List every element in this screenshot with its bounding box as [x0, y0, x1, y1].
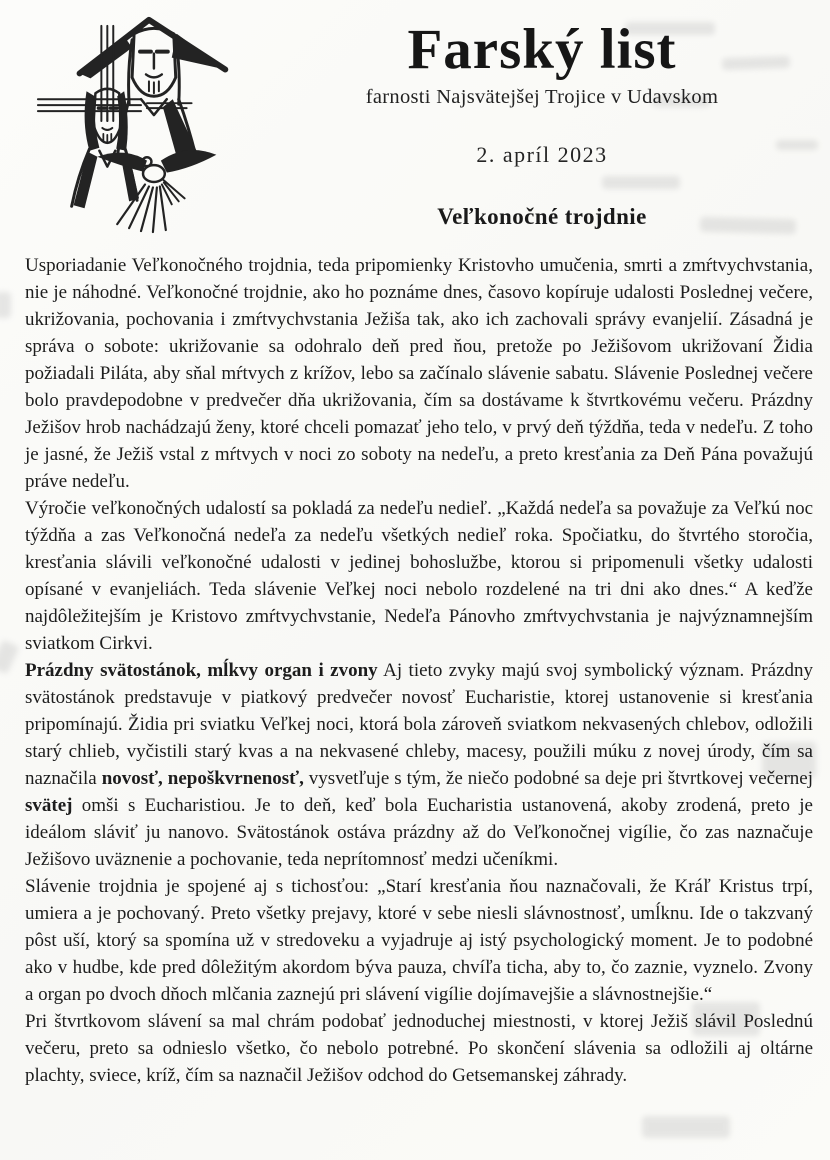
paragraph-segment: Slávenie trojdnia je spojené aj s tichosťou: „Starí kresťania ňou naznačovali, že Kráľ Kristus trpí, umiera a je pochovaný. Preto všetky prejavy, ktoré v sebe niesli slávnostnosť, umĺknu. Ide o takzvaný pôst uší, ktorý sa spomína už v stredoveku a vyjadruje aj istý psychologický moment. Je to podobné ako v hudbe, kde pred dôležitým akordom býva pauza, chvíľa ticha, aby to, čo zaznie, vyznelo. Zvony a organ po dvoch dňoch mlčania zaznejú pri slávení vigílie dojímavejšie a slávnostnejšie.“ [25, 876, 813, 1005]
issue-date: 2. apríl 2023 [476, 141, 608, 167]
paragraph [25, 873, 813, 1008]
newsletter-subtitle: farnosti Najsvätejšej Trojice v Udavskom [365, 85, 719, 108]
holy-trinity-logo [30, 10, 258, 238]
scan-artifact [642, 1116, 730, 1138]
scan-artifact [0, 640, 19, 675]
paragraph-segment: Aj tieto zvyky majú svoj symbolický význam. Prázdny svätostánok predstavuje v piatkový predvečer novosť Eucharistie, ktorej ustanovenie si kresťania pripomínajú. Židia pri sviatku Veľkej noci, ktorá bola zároveň sviatkom nekvasených chlebov, odložili starý chlieb, vyčistili starý kvas a na nekvasené chleby, macesy, použili múku z novej úrody, čím sa naznačila [25, 660, 813, 789]
paragraph-bold-segment: novosť, nepoškvrnenosť, [101, 768, 304, 789]
paragraph-segment: Výročie veľkonočných udalostí sa pokladá za nedeľu nedieľ. „Každá nedeľa sa považuje za Veľkú noc týždňa a zas Veľkonočná nedeľa za nedeľu všetkých nedieľ roka. Spočiatku, do štvrtého storočia, kresťania slávili veľkonočné udalosti v jedinej bohoslužbe, ktorou si pripomenuli všetky udalosti opísané v evanjeliách. Teda slávenie Veľkej noci nebolo rozdelené na tri dni ako dnes.“ A keďže najdôležitejším je Kristovo zmŕtvychvstanie, Nedeľa Pánovho zmŕtvychvstania je najvýznamnejším sviatkom Cirkvi. [25, 498, 813, 654]
paragraph-segment: Pri štvrtkovom slávení sa mal chrám podobať jednoduchej miestnosti, v ktorej Ježiš slávil Poslednú večeru, preto sa odnieslo všetko, čo nebolo potrebné. Po skončení slávenia sa odložili aj oltárne plachty, sviece, kríž, čím sa naznačil Ježišov odchod do Getsemanskej záhrady. [25, 1011, 813, 1086]
article-heading: Veľkonočné trojdnie [437, 203, 647, 229]
paragraph-segment: vysvetľuje s tým, že niečo podobné sa deje pri štvrtkovej večernej [303, 768, 813, 789]
scan-artifact [0, 292, 11, 318]
paragraph [25, 495, 813, 657]
newsletter-title: Farský list [407, 18, 677, 81]
article-body [25, 252, 813, 1089]
paragraph [25, 657, 813, 873]
paragraph-bold-segment: Prázdny svätostánok, mĺkvy organ i zvony [25, 660, 378, 681]
paragraph-segment: omši s Eucharistiou. Je to deň, keď bola Eucharistia ustanovená, akoby zrodená, preto je ideálom sláviť ju nanovo. Svätostánok ostáva prázdny až do Veľkonočnej vigílie, čo zas naznačuje Ježišovo uväznenie a pochovanie, teda neprítomnosť medzi učeníkmi. [25, 795, 813, 870]
paragraph-segment: Usporiadanie Veľkonočného trojdnia, teda pripomienky Kristovho umučenia, smrti a zmŕtvychvstania, nie je náhodné. Veľkonočné trojdnie, ako ho poznáme dnes, časovo kopíruje udalosti Poslednej večere, ukrižovania, pochovania i zmŕtvychvstania Ježiša tak, ako ich zachovali správy evanjelií. Zásadná je správa o sobote: ukrižovanie sa odohralo deň pred ňou, pretože po Ježišovom ukrižovaní Židia požiadali Piláta, aby sňal mŕtvych z krížov, lebo sa začínalo slávenie sabatu. Slávenie Poslednej večere bolo pravdepodobne v predvečer dňa ukrižovania, čím sa dostávame k štvrtkovému večeru. Prázdny Ježišov hrob nachádzajú ženy, ktoré chceli pomazať jeho telo, v prvý deň týždňa, teda v nedeľu. Z toho je jasné, že Ježiš vstal z mŕtvych v noci zo soboty na nedeľu, a preto kresťania za Deň Pána považujú práve nedeľu. [25, 255, 813, 492]
masthead [268, 20, 816, 230]
paragraph [25, 1008, 813, 1089]
paragraph [25, 252, 813, 495]
paragraph-bold-segment: svätej [25, 795, 73, 816]
trinity-cross-dove-icon [30, 10, 258, 238]
